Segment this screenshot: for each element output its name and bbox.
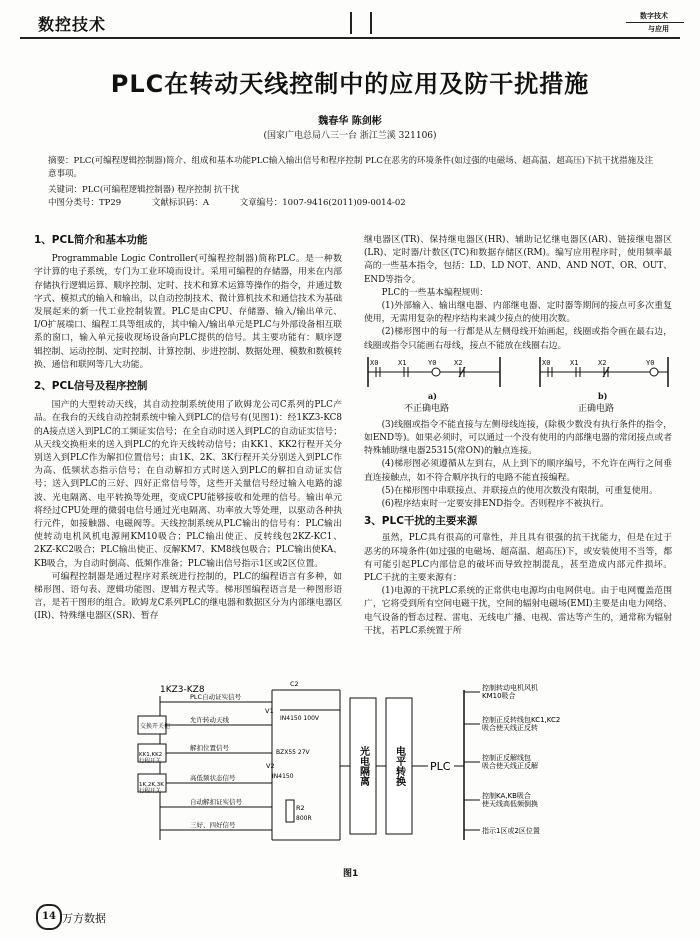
left-column [34, 234, 342, 624]
journal-section: 数控技术 [38, 15, 107, 34]
ladder-a-x0: X0 [370, 358, 379, 367]
ladder-b-x0: X0 [542, 358, 551, 367]
rule-1: (1)外部输入、输出继电器、内部继电器、定时器等期间的接点可多次重复使用，无需用复杂的程序结构来减少接点的使用次数。 [364, 301, 672, 325]
clc-number: 中图分类号：TP29 [48, 198, 122, 208]
fig-r2-value: 800R [296, 815, 312, 822]
ladder-a-y0: Y0 [428, 358, 437, 367]
authors: 魏春华 陈剑彬 [318, 116, 382, 127]
fig-plc-label: PLC [430, 760, 451, 773]
section-2-paragraph-2: 可编程控制器是通过程序对系统进行控制的，PLC的编程语言有多种，如梯形图、语句表、逻辑功能图、逻辑方程式等。梯形图编程语言是一种图形语言，是若干图形的组合。欧姆龙C系列PLC的继电器和数据区分为内部继电器区(IR)、特殊继电器区(SR)、暂存 [34, 571, 342, 622]
fig-output-2: 控制正反解线包吸合使天线正反解 [482, 754, 538, 771]
fig-input-1: 允许转动天线 [190, 716, 229, 724]
affiliation: (国家广电总局八三一台 浙江兰溪 321106) [263, 131, 437, 141]
section-3-paragraph-2: (1)电源的干扰PLC系统的正常供电电源均由电网供电。由于电网覆盖范围广，它将受到所有空间电磁干扰，空间的辐射电磁场(EMI)主要是由电力网络、电气设备的暂态过程、雷电、无线电广播、电视、雷达等产生的，通常称为辐射干扰，若PLC系统置于所 [364, 586, 672, 636]
figure-caption: 图1 [343, 869, 359, 879]
fig-box-0-label: 交换开关柜 [140, 723, 171, 730]
logo-top: 数字技术 [626, 9, 684, 23]
ladder-a-caption: 不正确电路 [404, 403, 450, 414]
rule-4: (4)梯形图必须遵循从左到右，从上到下的顺序编号，不允许在两行之间垂直连接触点，如不符合顺序执行的电路不能直接编程。 [364, 459, 672, 483]
fig-input-5: 三好、四好信号 [190, 821, 236, 829]
fig-input-0: PLC自动证实信号 [190, 693, 242, 701]
section-1-paragraph: Programmable Logic Controller(可编程控制器)简称PLC。是一种数字计算的电子系统，专门为工业环境而设计。采用可编程的存储器，用来在内部存储执行逻辑运算、顺序控制、定时、技术和算术运算等操作的指令，并通过数字式、模拟式的输入和输出，以自动控制技术、微计算机技术和通信技术为基础发展起来的新一代工业控制装置。PLC是由CPU、存储器、输入/输出单元、I/O扩展端口、编程工具等组成的，其中输入/输出单元是PLC与外部设备相互联系的窗口，输入单元接收现场设备向PLC提供的信号。其主要功能有：顺序逻辑控制、运动控制、定时控制、计算控制、步进控制、数据处理、模数和数模转换、通信和联网等几大功能。 [34, 254, 342, 370]
fig-output-4: 指示1区或2区位置 [482, 827, 540, 835]
section-3-title: 3、PLC干扰的主要来源 [364, 515, 478, 528]
header-rule [20, 37, 680, 39]
fig-input-2: 解扣位置信号 [190, 744, 229, 752]
ladder-a-x2: X2 [454, 358, 463, 367]
continued-paragraph: 继电器区(TR)、保持继电器区(HR)、辅助记忆继电器区(AR)、链接继电器区(LR)、定时器/计数区(TC)和数据存储区(RM)。编写应用程序时，使用频率最高的一些基本指令，包括：LD、LD NOT、AND、AND NOT、OR、OUT、END等指令。 [364, 235, 672, 285]
fig-v1: V1 [265, 707, 274, 715]
rule-3: (3)线圈或指令不能直接与左侧母线连接，(除极少数没有执行条件的指令，如END等)。如果必须时，可以通过一个没有使用的内部继电器的常闭接点或者特殊辅助继电器25315(常ON)的触点连接。 [364, 419, 672, 457]
fig-zener: BZX55 27V [276, 749, 310, 756]
fig-c2: C2 [290, 680, 299, 688]
rule-6: (6)程序结束时一定要安排END指令。否则程序不被执行。 [381, 499, 609, 510]
fig-input-4: 自动解扣证实信号 [190, 798, 242, 806]
ladder-a-x1: X1 [398, 358, 407, 367]
ladder-b-x1: X1 [570, 358, 579, 367]
fig-resistor [286, 800, 294, 822]
fig-iso-label: 光电隔离 [357, 746, 369, 786]
article-number: 文章编号：1007-9416(2011)09-0014-02 [239, 198, 406, 208]
keywords: 关键词：PLC(可编程逻辑控制器) 程序控制 抗干扰 [48, 185, 240, 195]
rule-5: (5)在梯形图中串联接点、并联接点的使用次数没有限制，可重复使用。 [381, 485, 658, 496]
ladder-b-caption: 正确电路 [578, 403, 615, 414]
ladder-figure [364, 353, 672, 419]
logo-bottom: 与应用 [648, 25, 669, 33]
fig-outputs [464, 683, 560, 835]
ladder-b-x2: X2 [598, 358, 607, 367]
fig-components [265, 680, 340, 840]
rule-2: (2)梯形图中的每一行都是从左侧母线开始画起，线圈或指令画在最右边，线圈或指令只能画右母线，接点不能放在线圈右边。 [364, 327, 672, 351]
fig-left-title: 1KZ3-KZ8 [160, 685, 205, 695]
fig-v2-part: IN4150 [272, 773, 294, 780]
fig-level-label: 电平转换 [393, 746, 405, 786]
journal-logo [626, 9, 684, 37]
ladder-b-y0: Y0 [646, 358, 655, 367]
figure-1 [10, 680, 700, 850]
fig-input-3: 高低频状态信号 [190, 774, 236, 782]
fig-v1-part: IN4150 100V [280, 715, 319, 722]
fig-box-2-label: 1K,2K,3K 行程开关 [139, 782, 164, 795]
section-2-title: 2、PCL信号及程序控制 [34, 380, 148, 393]
fig-r2: R2 [296, 804, 305, 812]
fig-v2: V2 [266, 762, 275, 770]
footer-source: 万方数据 [62, 912, 106, 925]
fig-input-rows [138, 692, 272, 830]
article-title: PLC在转动天线控制中的应用及防干扰措施 [110, 70, 590, 98]
right-column [364, 234, 672, 638]
fig-output-0: 控制转动电机风机 KM10吸合 [482, 684, 538, 701]
ladder-b-label: b) [598, 390, 608, 401]
circuit-diagram [10, 680, 700, 850]
section-1-title: 1、PCL简介和基本功能 [34, 234, 148, 246]
section-3-paragraph-1: 虽然，PLC具有很高的可靠性，并且具有很强的抗干扰能力，但是在过于恶劣的环境条件(如过强的电磁场、超高温、超高压)下，或安装使用不当等，都有可能引起PLC内部信息的破坏而导致控制混乱，甚至造成内部元件损坏。PLC干扰的主要来源有： [364, 533, 672, 584]
classification-line [48, 196, 434, 208]
page-header [0, 0, 700, 40]
fig-output-1: 控制正反转线包KC1,KC2 吸合使天线正反转 [482, 716, 561, 733]
ladder-a-label: a) [428, 390, 437, 401]
section-2-paragraph-1: 国产的大型转动天线，其自动控制系统使用了欧姆龙公司C系列的PLC产品。在我台的天线自动控制系统中输入到PLC的信号有(见图1)：经1KZ3-KC8的A接点送入到PLC的工频证实信号；在全自动时送入到PLC的自动证实信号；从天线交换柜来的送入到PLC的允许天线转动信号；由KK1、KK2行程开关分别送入到PLC作为解扣位置信号；由1K、2K、3K行程开关分别送入到PLC作为高、低频状态指示信号；在自动解扣方式时送入到PLC的解扣自动证实信号；送入到PLC的三好、四好正常信号等，这些开关量信号经过输入电路的滤波、光电隔离、电平转换等处理，变成CPU能够接收和处理的信号。输出单元将经过CPU处理的微弱电信号通过光电隔离、功率放大等处理，以驱动各种执行元件，如接触器、电磁阀等。天线控制系统从PLC输出的信号有：PLC输出使转动电机风机电源闸KM10吸合；PLC输出使正、反转线包2KZ-KC1、2KZ-KC2吸合；PLC输出使正、反解KM7、KM8线包吸合；PLC输出使KA、KB吸合，为自动时倒高、低频作准备；PLC输出信号指示1区或2区位置。 [34, 400, 342, 569]
header-divider [350, 12, 372, 34]
doc-code: 文献标识码：A [151, 198, 210, 208]
abstract: 摘要：PLC(可编程逻辑控制器)简介、组成和基本功能PLC输入输出信号和程序控制 PLC在恶劣的环境条件(如过强的电磁场、超高温、超高压)下抗干扰措施及注意事项。 [48, 156, 654, 179]
page-number: 14 [36, 904, 62, 930]
fig-box-1-label: KK1,KK2 行程开关 [139, 752, 163, 765]
fig-output-3: 控制KA,KB吸合使天线高低频倒换 [482, 792, 538, 809]
rules-intro: PLC的一些基本编程规则： [381, 287, 489, 298]
